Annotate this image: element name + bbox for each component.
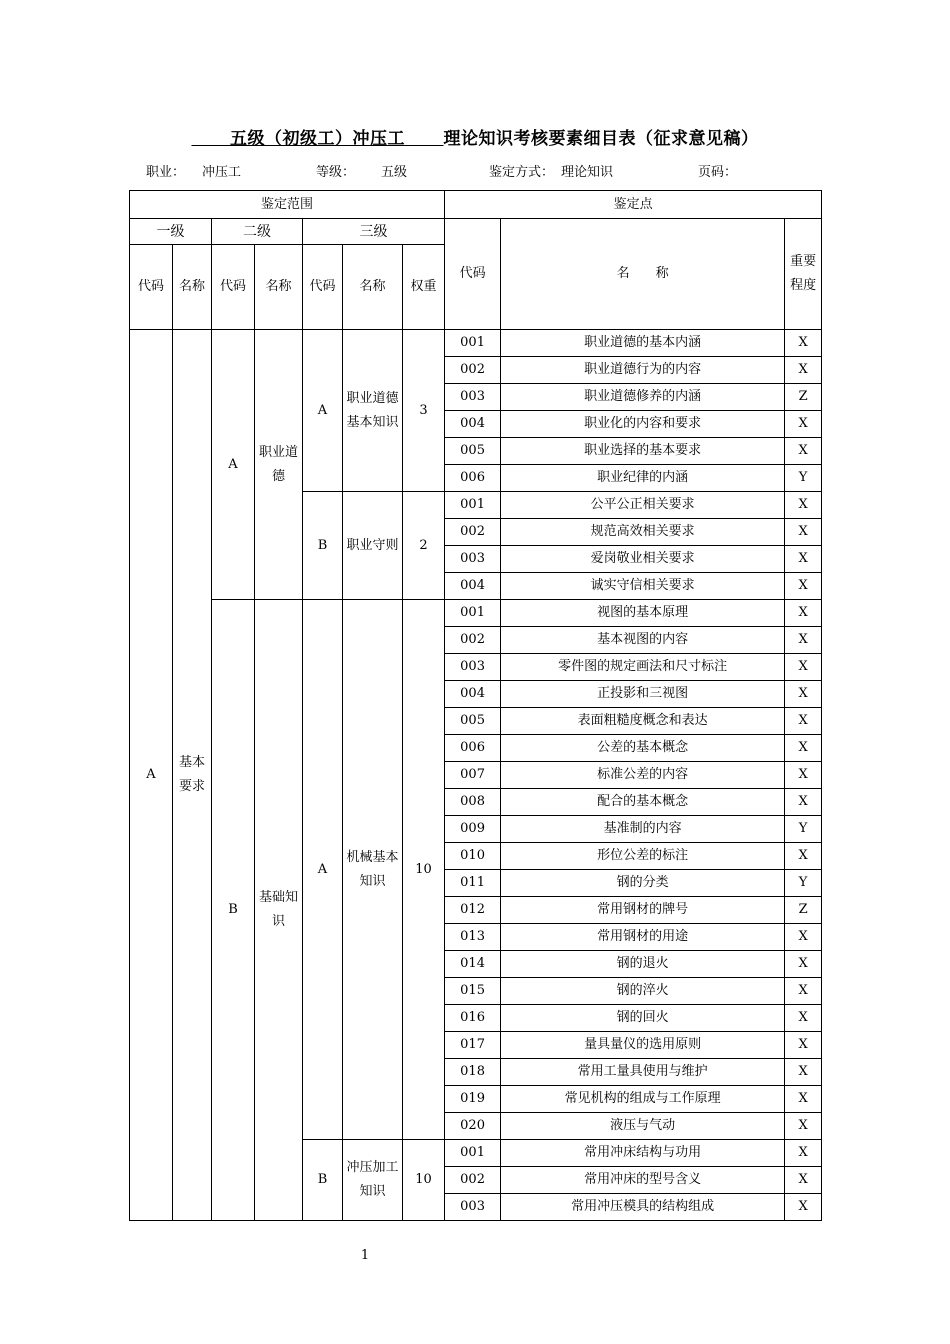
point-name: 视图的基本原理 xyxy=(501,600,785,627)
point-code: 018 xyxy=(445,1059,501,1086)
point-importance: X xyxy=(785,411,822,438)
point-name: 诚实守信相关要求 xyxy=(501,573,785,600)
point-importance: Y xyxy=(785,465,822,492)
level2-header: 二级 xyxy=(212,219,303,245)
point-name: 公差的基本概念 xyxy=(501,735,785,762)
point-name: 钢的淬火 xyxy=(501,978,785,1005)
l1-code: A xyxy=(130,330,173,1221)
point-code: 003 xyxy=(445,384,501,411)
point-importance: X xyxy=(785,1194,822,1221)
point-name: 形位公差的标注 xyxy=(501,843,785,870)
l1-code-header: 代码 xyxy=(130,245,173,330)
point-importance: X xyxy=(785,330,822,357)
document-title xyxy=(0,124,950,149)
occupation-value: 冲压工 xyxy=(202,165,242,180)
point-importance: X xyxy=(785,681,822,708)
point-code: 004 xyxy=(445,573,501,600)
l3-code: A xyxy=(303,600,343,1140)
point-code: 002 xyxy=(445,627,501,654)
point-code: 001 xyxy=(445,330,501,357)
point-code: 003 xyxy=(445,654,501,681)
point-name: 基准制的内容 xyxy=(501,816,785,843)
point-importance: X xyxy=(785,1005,822,1032)
l2-code: A xyxy=(212,330,255,600)
point-code: 020 xyxy=(445,1113,501,1140)
point-name: 常用钢材的牌号 xyxy=(501,897,785,924)
assessment-table xyxy=(129,190,822,1221)
point-importance: Z xyxy=(785,897,822,924)
point-name: 正投影和三视图 xyxy=(501,681,785,708)
l3-name-header: 名称 xyxy=(343,245,403,330)
l3-code: A xyxy=(303,330,343,492)
l3-code-header: 代码 xyxy=(303,245,343,330)
point-code: 012 xyxy=(445,897,501,924)
l2-code: B xyxy=(212,600,255,1221)
point-importance: X xyxy=(785,438,822,465)
point-code: 011 xyxy=(445,870,501,897)
point-name: 常用冲床结构与功用 xyxy=(501,1140,785,1167)
point-code: 010 xyxy=(445,843,501,870)
point-importance: Y xyxy=(785,816,822,843)
point-name: 钢的分类 xyxy=(501,870,785,897)
point-code: 013 xyxy=(445,924,501,951)
point-importance: X xyxy=(785,1140,822,1167)
point-importance: X xyxy=(785,951,822,978)
point-code: 002 xyxy=(445,519,501,546)
l2-name: 基础知识 xyxy=(255,600,303,1221)
point-code: 001 xyxy=(445,492,501,519)
point-code: 003 xyxy=(445,546,501,573)
point-name: 职业道德修养的内涵 xyxy=(501,384,785,411)
point-code: 008 xyxy=(445,789,501,816)
method-label: 鉴定方式： xyxy=(489,165,555,180)
point-name: 职业道德的基本内涵 xyxy=(501,330,785,357)
point-importance: X xyxy=(785,1167,822,1194)
point-code: 006 xyxy=(445,735,501,762)
point-importance: X xyxy=(785,546,822,573)
title-rest: 理论知识考核要素细目表（征求意见稿） xyxy=(443,129,759,149)
point-importance: X xyxy=(785,357,822,384)
point-code: 002 xyxy=(445,1167,501,1194)
level3-header: 三级 xyxy=(303,219,445,245)
l3-code: B xyxy=(303,1140,343,1221)
point-code: 009 xyxy=(445,816,501,843)
point-code: 017 xyxy=(445,1032,501,1059)
point-importance: X xyxy=(785,654,822,681)
point-name: 职业纪律的内涵 xyxy=(501,465,785,492)
point-name: 量具量仪的选用原则 xyxy=(501,1032,785,1059)
point-name: 常用冲压模具的结构组成 xyxy=(501,1194,785,1221)
occupation-label: 职业： xyxy=(146,165,186,180)
point-code: 003 xyxy=(445,1194,501,1221)
l3-weight: 10 xyxy=(403,600,445,1140)
point-name: 常见机构的组成与工作原理 xyxy=(501,1086,785,1113)
level-value: 五级 xyxy=(381,165,408,180)
point-importance: X xyxy=(785,600,822,627)
point-importance: X xyxy=(785,573,822,600)
point-code: 019 xyxy=(445,1086,501,1113)
table-row xyxy=(130,330,822,357)
l1-name: 基本要求 xyxy=(173,330,212,1221)
level-label: 等级： xyxy=(316,165,356,180)
point-importance: X xyxy=(785,1113,822,1140)
point-importance: X xyxy=(785,735,822,762)
point-importance: Y xyxy=(785,870,822,897)
l3-weight: 2 xyxy=(403,492,445,600)
importance-header: 重要程度 xyxy=(785,219,822,330)
point-code: 005 xyxy=(445,438,501,465)
l3-name: 机械基本知识 xyxy=(343,600,403,1140)
point-importance: X xyxy=(785,789,822,816)
l3-code: B xyxy=(303,492,343,600)
l3-weight-header: 权重 xyxy=(403,245,445,330)
point-name: 零件图的规定画法和尺寸标注 xyxy=(501,654,785,681)
point-importance: X xyxy=(785,1086,822,1113)
point-name-header: 名 称 xyxy=(501,219,785,330)
point-importance: X xyxy=(785,1059,822,1086)
point-code: 004 xyxy=(445,681,501,708)
point-name: 职业选择的基本要求 xyxy=(501,438,785,465)
point-name: 钢的回火 xyxy=(501,1005,785,1032)
l2-name: 职业道德 xyxy=(255,330,303,600)
l3-weight: 3 xyxy=(403,330,445,492)
point-importance: X xyxy=(785,492,822,519)
point-code: 014 xyxy=(445,951,501,978)
l2-name-header: 名称 xyxy=(255,245,303,330)
point-name: 爱岗敬业相关要求 xyxy=(501,546,785,573)
point-code: 005 xyxy=(445,708,501,735)
point-name: 常用冲床的型号含义 xyxy=(501,1167,785,1194)
l3-weight: 10 xyxy=(403,1140,445,1221)
level1-header: 一级 xyxy=(130,219,212,245)
point-code: 001 xyxy=(445,1140,501,1167)
point-name: 钢的退火 xyxy=(501,951,785,978)
point-name: 液压与气动 xyxy=(501,1113,785,1140)
point-code: 007 xyxy=(445,762,501,789)
point-code-header: 代码 xyxy=(445,219,501,330)
point-code: 015 xyxy=(445,978,501,1005)
scope-header: 鉴定范围 xyxy=(130,191,445,219)
point-importance: X xyxy=(785,924,822,951)
point-code: 001 xyxy=(445,600,501,627)
table-row xyxy=(130,600,822,627)
l2-code-header: 代码 xyxy=(212,245,255,330)
point-name: 配合的基本概念 xyxy=(501,789,785,816)
page-label: 页码： xyxy=(698,165,738,180)
point-code: 004 xyxy=(445,411,501,438)
point-code: 006 xyxy=(445,465,501,492)
point-name: 公平公正相关要求 xyxy=(501,492,785,519)
point-importance: X xyxy=(785,519,822,546)
point-importance: Z xyxy=(785,384,822,411)
l1-name-header: 名称 xyxy=(173,245,212,330)
l3-name: 冲压加工知识 xyxy=(343,1140,403,1221)
method-value: 理论知识 xyxy=(561,165,614,180)
point-name: 职业化的内容和要求 xyxy=(501,411,785,438)
point-importance: X xyxy=(785,978,822,1005)
l3-name: 职业守则 xyxy=(343,492,403,600)
point-name: 基本视图的内容 xyxy=(501,627,785,654)
point-name: 表面粗糙度概念和表达 xyxy=(501,708,785,735)
title-underlined: 五级（初级工）冲压工 xyxy=(230,129,405,149)
point-code: 016 xyxy=(445,1005,501,1032)
point-name: 职业道德行为的内容 xyxy=(501,357,785,384)
point-name: 规范高效相关要求 xyxy=(501,519,785,546)
point-importance: X xyxy=(785,708,822,735)
l3-name: 职业道德基本知识 xyxy=(343,330,403,492)
page-number: 1 xyxy=(360,1248,370,1263)
point-code: 002 xyxy=(445,357,501,384)
point-name: 常用钢材的用途 xyxy=(501,924,785,951)
point-name: 常用工量具使用与维护 xyxy=(501,1059,785,1086)
point-importance: X xyxy=(785,1032,822,1059)
point-importance: X xyxy=(785,627,822,654)
point-header: 鉴定点 xyxy=(445,191,822,219)
point-name: 标准公差的内容 xyxy=(501,762,785,789)
point-importance: X xyxy=(785,843,822,870)
point-importance: X xyxy=(785,762,822,789)
